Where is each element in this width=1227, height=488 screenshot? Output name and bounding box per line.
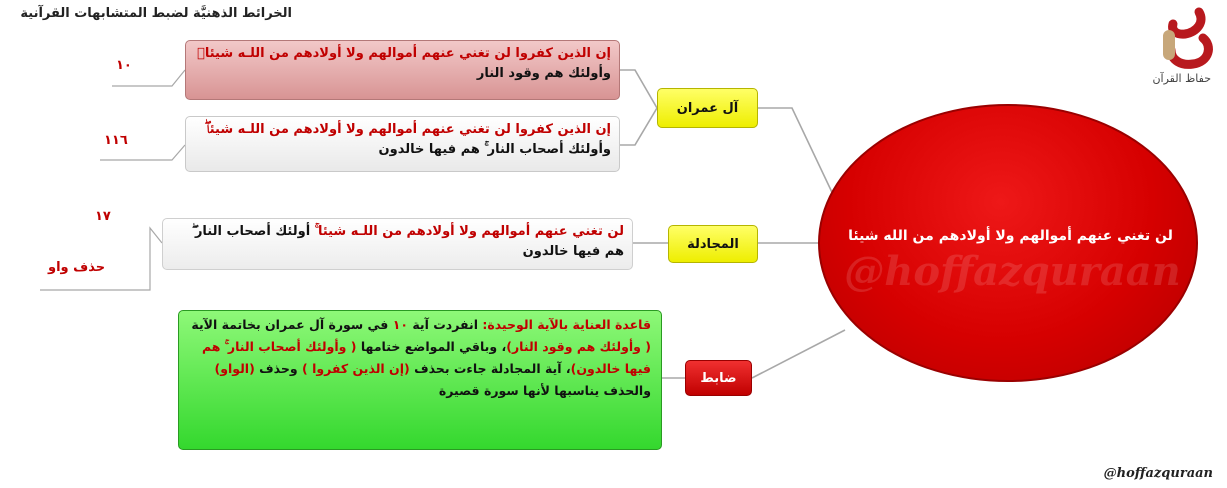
connector-center-rule [752,330,845,378]
verse-number-116: ١١٦ [104,133,128,148]
logo-text: حفاظ القرآن [1152,72,1211,85]
branch-rule[interactable] [685,360,752,396]
deletion-note: حذف واو [48,260,106,275]
connector-center-al-imran [758,108,838,205]
connector-al-imran-verse-116 [620,108,657,145]
mujadila-part2: أولئك أصحاب النار ۖ هم فيها خالدون [191,224,624,259]
center-watermark: @hoffazquraan [844,248,1181,295]
rule-text-4: ، آية المجادلة جاءت بحذف [409,361,571,376]
verse-116-part3: وأولئك أصحاب النار ۚ هم فيها خالدون [378,142,611,157]
verse-box-al-imran-116 [185,116,620,172]
branch-rule-label: ضابط [700,370,737,386]
rule-deleted-phrase: (إن الذين كفروا ) [302,361,410,376]
rule-text-1: انفردت آية [407,317,483,332]
branch-al-imran[interactable] [657,88,758,128]
footer-handle: @hoffazquraan [1103,466,1213,481]
rule-text-5: وحذف [254,361,303,376]
rule-ending-1: ( وأولئك هم وقود النار) [506,339,651,354]
verse-10-part3: وأولئك هم وقود النار [476,66,611,81]
verse-116-part1: إن الذين كفروا لن تغني عنهم أموالهم ولا أولادهم من اللـه [237,122,611,137]
verse-box-mujadila [162,218,633,270]
mujadila-part1: لن تغني عنهم أموالهم ولا أولادهم من اللـه شيئا ۚ [314,224,624,239]
rule-text-2: في سورة آل عمران بخاتمة الآية [191,317,393,332]
verse-116-part2: شيئا [206,122,234,137]
verse-box-al-imran-10 [185,40,620,100]
branch-mujadila-label: المجادلة [687,236,739,252]
rule-heading: قاعدة العناية بالآية الوحيدة: [482,317,651,332]
rule-box [178,310,662,450]
rule-deleted-waw: (الواو) [214,361,255,376]
branch-mujadila[interactable] [668,225,758,263]
rule-text-6: والحذف يناسبها لأنها سورة قصيرة [438,383,651,398]
rule-text-3: ، وباقي المواضع ختامها [356,339,507,354]
rule-verse-number: ١٠ [392,317,408,332]
verse-number-17: ١٧ [95,209,111,224]
branch-al-imran-label: آل عمران [676,100,739,116]
logo-mark-icon [1159,4,1219,74]
page-title: الخرائط الذهنيَّة لضبط المتشابهات القرآنية [20,6,292,21]
verse-10-part1: إن الذين كفروا لن تغني عنهم أموالهم ولا أولادهم من اللـه [237,46,611,61]
connector-al-imran-verse-10 [620,70,657,108]
verse-number-10: ١٠ [116,58,132,73]
central-node-text: لن تغني عنهم أموالهم ولا أولادهم من الله شيئا [848,228,1173,244]
verse-10-part2: شيئا [197,46,234,61]
rule-ending-2: ( وأولئك أصحاب النار ۚ هم فيها خالدون) [201,339,651,376]
number-line-17 [40,228,162,290]
